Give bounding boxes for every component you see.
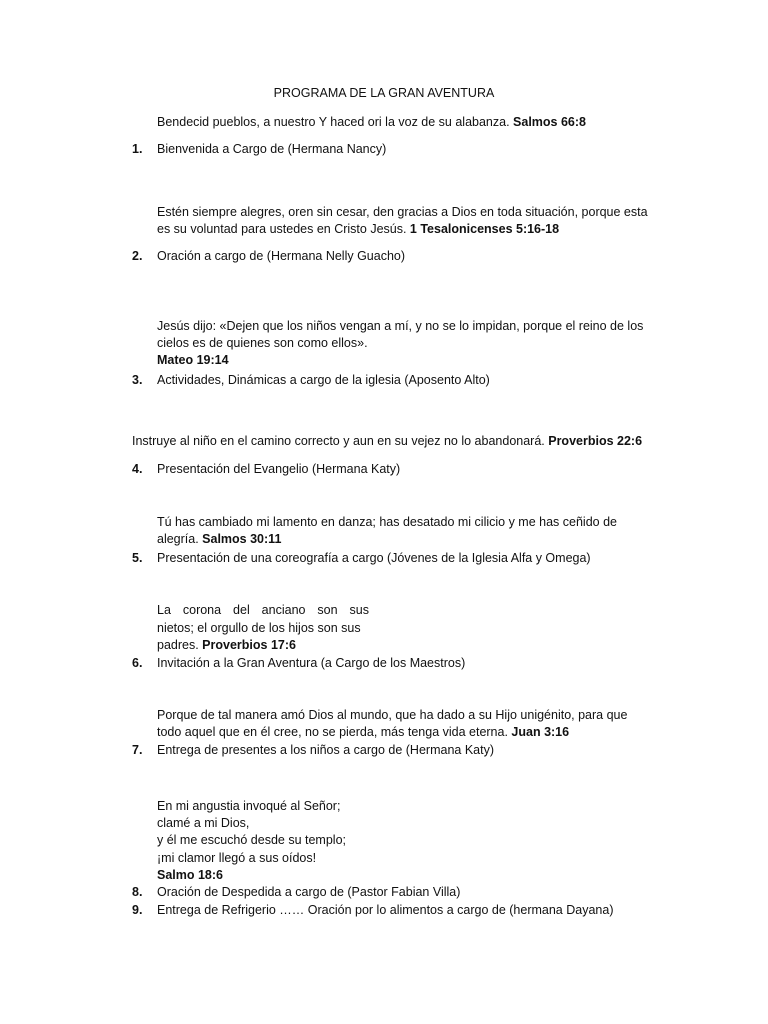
- item-number: 3.: [132, 373, 143, 387]
- verse-line: ¡mi clamor llegó a sus oídos!: [157, 851, 317, 865]
- verse-line: nietos; el orgullo de los hijos son sus: [157, 621, 361, 635]
- verse-reference: Salmo 18:6: [157, 868, 224, 882]
- verse-line: clamé a mi Dios,: [157, 816, 250, 830]
- verse-line: alegría. Salmos 30:11: [157, 532, 282, 546]
- verse-line: cielos es de quienes son como ellos».: [157, 336, 368, 350]
- item-number: 5.: [132, 551, 143, 565]
- verse-line: La corona del anciano son sus: [157, 603, 369, 617]
- verse-line: Jesús dijo: «Dejen que los niños vengan a mí, y no se lo impidan, porque el reino de los: [157, 319, 644, 333]
- verse-reference: Mateo 19:14: [157, 353, 229, 367]
- program-item: Presentación de una coreografía a cargo (Jóvenes de la Iglesia Alfa y Omega): [157, 551, 591, 565]
- program-item: Presentación del Evangelio (Hermana Katy): [157, 462, 401, 476]
- item-number: 9.: [132, 903, 143, 917]
- item-number: 8.: [132, 885, 143, 899]
- verse-line: todo aquel que en él cree, no se pierda, más tenga vida eterna. Juan 3:16: [157, 725, 570, 739]
- verse-reference: Juan 3:16: [511, 725, 570, 739]
- verse-reference: Proverbios 17:6: [202, 638, 296, 652]
- program-item: Bienvenida a Cargo de (Hermana Nancy): [157, 142, 387, 156]
- verse-reference: 1 Tesalonicenses 5:16-18: [409, 222, 560, 236]
- intro-verse: Bendecid pueblos, a nuestro Y haced ori la voz de su alabanza. Salmos 66:8: [157, 115, 587, 129]
- item-number: 2.: [132, 249, 143, 263]
- item-number: 1.: [132, 142, 143, 156]
- program-item: Entrega de Refrigerio …… Oración por lo alimentos a cargo de (hermana Dayana): [157, 903, 614, 917]
- verse-reference: Salmos 66:8: [513, 115, 587, 129]
- verse-line: En mi angustia invoqué al Señor;: [157, 799, 341, 813]
- item-number: 4.: [132, 462, 143, 476]
- verse-reference: Salmos 30:11: [202, 532, 282, 546]
- verse-line: Porque de tal manera amó Dios al mundo, que ha dado a su Hijo unigénito, para que: [157, 708, 628, 722]
- verse-reference: Proverbios 22:6: [548, 434, 643, 448]
- item-number: 6.: [132, 656, 143, 670]
- program-item: Entrega de presentes a los niños a cargo de (Hermana Katy): [157, 743, 494, 757]
- program-item: Oración de Despedida a cargo de (Pastor Fabian Villa): [157, 885, 461, 899]
- verse-line: y él me escuchó desde su templo;: [157, 833, 346, 847]
- verse-line: Estén siempre alegres, oren sin cesar, den gracias a Dios en toda situación, porque esta: [157, 205, 648, 219]
- verse-line: es su voluntad para ustedes en Cristo Jesús. 1 Tesalonicenses 5:16-18: [157, 222, 560, 236]
- program-item: Invitación a la Gran Aventura (a Cargo de los Maestros): [157, 656, 466, 670]
- program-item: Oración a cargo de (Hermana Nelly Guacho): [157, 249, 406, 263]
- verse-line: Instruye al niño en el camino correcto y aun en su vejez no lo abandonará. Proverbios 22:6: [132, 434, 643, 448]
- verse-line: Tú has cambiado mi lamento en danza; has desatado mi cilicio y me has ceñido de: [157, 515, 617, 529]
- program-item: Actividades, Dinámicas a cargo de la iglesia (Aposento Alto): [157, 373, 490, 387]
- verse-line: padres. Proverbios 17:6: [157, 638, 296, 652]
- item-number: 7.: [132, 743, 143, 757]
- page-title: PROGRAMA DE LA GRAN AVENTURA: [273, 86, 495, 100]
